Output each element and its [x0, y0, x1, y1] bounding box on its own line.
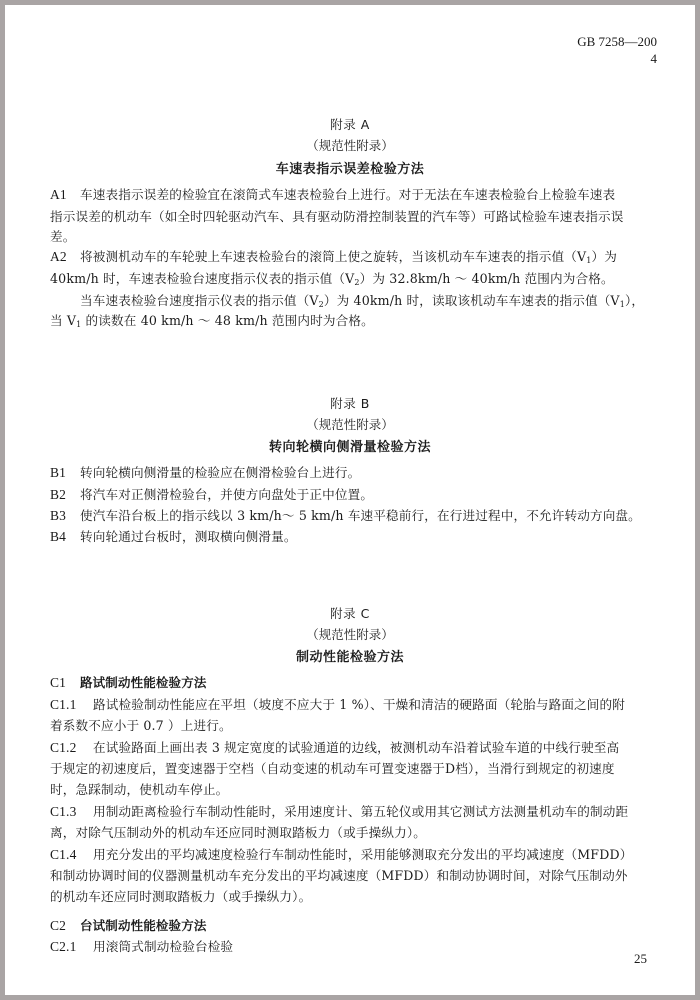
- clause-text: 将被测机动车的车轮驶上车速表检验台的滚筒上使之旋转，当该机动车车速表的指示值（V: [80, 249, 587, 264]
- clause-text: 转向轮通过台板时，测取横向侧滑量。: [80, 529, 297, 544]
- clause-number: A2: [50, 249, 67, 264]
- clause-b2: [50, 485, 373, 505]
- clause-text: 用滚筒式制动检验台检验: [93, 939, 234, 954]
- subscript: 1: [619, 300, 625, 309]
- clause-text: ），: [624, 293, 645, 308]
- clause-text: 使汽车沿台板上的指示线以 3 km/h～ 5 km/h 车速平稳前行，在行进过程中，不允许转动方向盘。: [80, 508, 641, 523]
- clause-c1-3: [50, 802, 628, 822]
- clause-number: C1.2: [50, 740, 77, 755]
- clause-number: B4: [50, 529, 67, 544]
- clause-c1-4: [50, 845, 632, 865]
- subscript: 2: [318, 300, 324, 309]
- appendix-c-title: 制动性能检验方法: [295, 650, 404, 665]
- appendix-c-type: （规范性附录）: [306, 627, 394, 642]
- clause-a2: [50, 247, 617, 271]
- clause-number: B1: [50, 465, 67, 480]
- standard-code: GB 7258—200: [577, 34, 657, 49]
- clause-text: 路试检验制动性能应在平坦（坡度不应大于 1 %）、干燥和清洁的硬路面（轮胎与路面之间的附: [93, 697, 626, 712]
- clause-number: C1.1: [50, 697, 77, 712]
- clause-number: C1.4: [50, 847, 77, 862]
- clause-text: 的读数在 40 km/h ～ 48 km/h 范围内时为合格。: [81, 313, 374, 328]
- clause-a2-paragraph-cont: [50, 311, 374, 335]
- clause-text: 在试验路面上画出表 3 规定宽度的试验通道的边线，被测机动车沿着试验车道的中线行驶至高: [93, 740, 620, 755]
- subscript: 2: [354, 278, 360, 287]
- page-number: 25: [634, 951, 647, 966]
- clause-c1-1-cont: 着系数不应小于 0.7 ）上进行。: [50, 718, 232, 733]
- clause-text: ）为 32.8km/h ～ 40km/h 范围内为合格。: [359, 271, 614, 286]
- clause-number: C1.3: [50, 804, 77, 819]
- appendix-a-title: 车速表指示误差检验方法: [275, 162, 425, 177]
- clause-text: 40km/h 时，车速表检验台速度指示仪表的指示值（V: [50, 271, 355, 286]
- appendix-b-type: （规范性附录）: [306, 417, 394, 432]
- appendix-c-label: 附录 C: [330, 606, 370, 621]
- clause-number: B2: [50, 487, 67, 502]
- appendix-b-title: 转向轮横向侧滑量检验方法: [268, 440, 431, 455]
- clause-text: 当车速表检验台速度指示仪表的指示值（V: [80, 293, 319, 308]
- clause-b3: [50, 506, 641, 526]
- clause-c1-4-cont: 的机动车还应同时测取踏板力（或手操纵力）。: [50, 889, 312, 904]
- standard-code-year-end: 4: [650, 51, 657, 66]
- clause-c1-4-cont: 和制动协调时间的仪器测量机动车充分发出的平均减速度（MFDD）和制动协调时间，对除气压制动外: [50, 868, 628, 883]
- clause-b4: [50, 527, 297, 547]
- subscript: 1: [586, 256, 592, 265]
- section-title: 台试制动性能检验方法: [80, 918, 207, 933]
- section-number: C2: [50, 918, 67, 933]
- clause-text: 转向轮横向侧滑量的检验应在侧滑检验台上进行。: [80, 465, 361, 480]
- appendix-a-label: 附录 A: [330, 117, 370, 132]
- clause-c2-1: [50, 937, 233, 957]
- clause-text: ）为: [591, 249, 618, 264]
- clause-text: ）为 40km/h 时，读取该机动车车速表的指示值（V: [323, 293, 620, 308]
- clause-text: 用制动距离检验行车制动性能时，采用速度计、第五轮仪或用其它测试方法测量机动车的制动距: [93, 804, 629, 819]
- appendix-b-label: 附录 B: [330, 396, 370, 411]
- section-heading-c1: [50, 673, 207, 693]
- clause-text: 当 V: [50, 313, 77, 328]
- section-number: C1: [50, 675, 67, 690]
- clause-number: C2.1: [50, 939, 77, 954]
- clause-a1-cont: 指示误差的机动车（如全时四轮驱动汽车、具有驱动防滑控制装置的汽车等）可路试检验车速表指示误: [50, 209, 624, 224]
- clause-a2-cont: [50, 269, 614, 293]
- clause-c1-1: [50, 695, 625, 715]
- clause-c1-2: [50, 738, 619, 758]
- appendix-a-type: （规范性附录）: [306, 138, 394, 153]
- document-page: [5, 5, 695, 995]
- clause-c1-2-cont: 时，急踩制动，使机动车停止。: [50, 782, 229, 797]
- clause-b1: [50, 463, 360, 483]
- clause-text: 用充分发出的平均减速度检验行车制动性能时，采用能够测取充分发出的平均减速度（MFDD）: [93, 847, 633, 862]
- section-title: 路试制动性能检验方法: [80, 675, 207, 690]
- clause-a1: [50, 185, 615, 205]
- clause-text: 车速表指示误差的检验宜在滚筒式车速表检验台上进行。对于无法在车速表检验台上检验车速表: [80, 187, 616, 202]
- clause-c1-3-cont: 离，对除气压制动外的机动车还应同时测取踏板力（或手操纵力）。: [50, 825, 427, 840]
- clause-text: 将汽车对正侧滑检验台，并使方向盘处于正中位置。: [80, 487, 374, 502]
- clause-number: B3: [50, 508, 67, 523]
- clause-c1-2-cont: 于规定的初速度后，置变速器于空档（自动变速的机动车可置变速器于D档），当滑行到规定的初速度: [50, 761, 615, 776]
- clause-number: A1: [50, 187, 67, 202]
- section-heading-c2: [50, 916, 207, 936]
- subscript: 1: [76, 320, 82, 329]
- clause-a1-cont: 差。: [50, 229, 76, 244]
